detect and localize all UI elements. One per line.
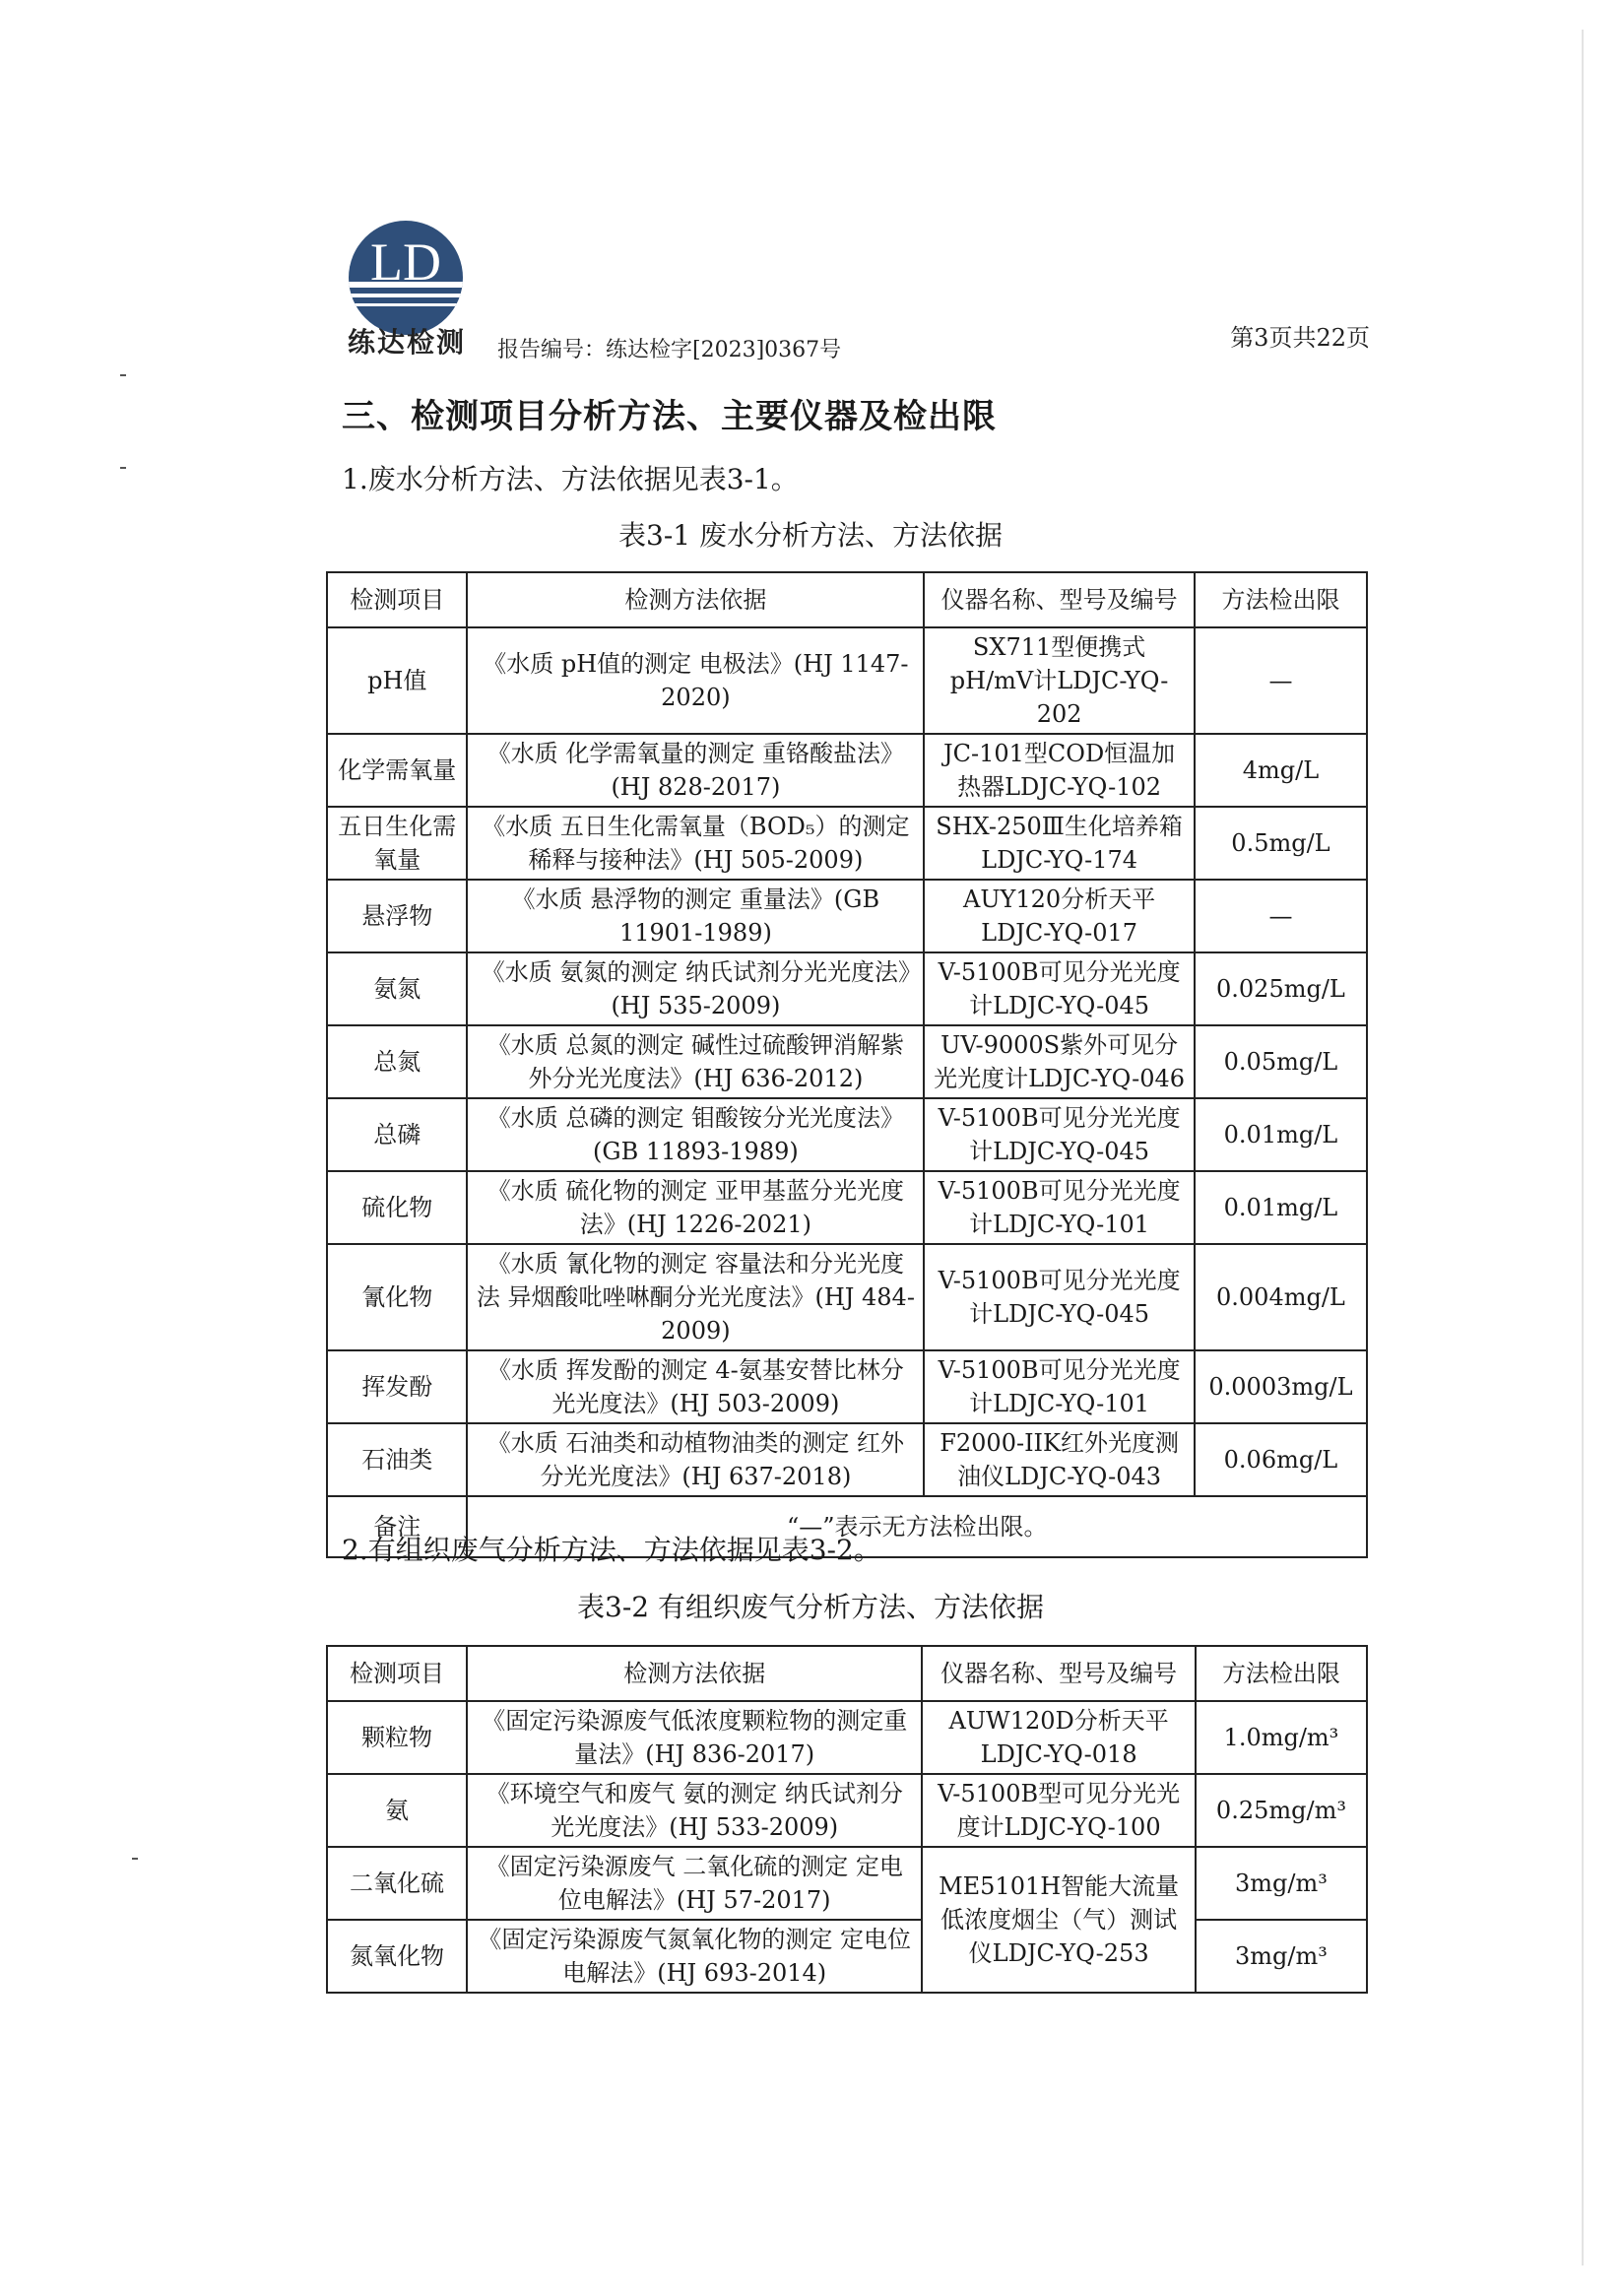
cell-limit: —	[1195, 880, 1367, 952]
header-limit: 方法检出限	[1196, 1646, 1367, 1701]
cell-limit: 0.01mg/L	[1195, 1098, 1367, 1171]
table-row	[327, 807, 1367, 880]
table-row	[327, 880, 1367, 952]
cell-instrument: AUY120分析天平LDJC-YQ-017	[924, 880, 1195, 952]
scan-mark	[120, 467, 126, 469]
table-row	[327, 1244, 1367, 1350]
cell-method: 《水质 氰化物的测定 容量法和分光光度法 异烟酸吡唑啉酮分光光度法》(HJ 484-2009)	[467, 1244, 924, 1350]
header-instrument: 仪器名称、型号及编号	[924, 572, 1195, 627]
cell-method: 《固定污染源废气 二氧化硫的测定 定电位电解法》(HJ 57-2017)	[467, 1847, 922, 1920]
cell-method: 《水质 石油类和动植物油类的测定 红外分光光度法》(HJ 637-2018)	[467, 1423, 924, 1496]
table-3-2-caption: 表3-2 有组织废气分析方法、方法依据	[577, 1591, 1044, 1623]
scan-mark	[132, 1858, 138, 1860]
table-row	[327, 627, 1367, 734]
cell-limit: 3mg/m³	[1196, 1847, 1367, 1920]
cell-instrument: SHX-250Ⅲ生化培养箱LDJC-YQ-174	[924, 807, 1195, 880]
page-number: 第3页共22页	[1230, 324, 1370, 352]
cell-limit: 0.025mg/L	[1195, 952, 1367, 1025]
cell-method: 《水质 总磷的测定 钼酸铵分光光度法》(GB 11893-1989)	[467, 1098, 924, 1171]
cell-limit: 0.05mg/L	[1195, 1025, 1367, 1098]
cell-method: 《环境空气和废气 氨的测定 纳氏试剂分光光度法》(HJ 533-2009)	[467, 1774, 922, 1847]
header-item: 检测项目	[327, 1646, 467, 1701]
cell-method: 《水质 氨氮的测定 纳氏试剂分光光度法》(HJ 535-2009)	[467, 952, 924, 1025]
cell-item: pH值	[327, 627, 467, 734]
cell-instrument: UV-9000S紫外可见分光光度计LDJC-YQ-046	[924, 1025, 1195, 1098]
header-method: 检测方法依据	[467, 572, 924, 627]
cell-item: 总氮	[327, 1025, 467, 1098]
scan-edge	[1582, 30, 1584, 2265]
cell-instrument: V-5100B型可见分光光度计LDJC-YQ-100	[922, 1774, 1196, 1847]
table-row	[327, 1920, 1367, 1993]
table-row	[327, 1098, 1367, 1171]
logo-text: LD	[370, 232, 441, 292]
cell-instrument: V-5100B可见分光光度计LDJC-YQ-045	[924, 1098, 1195, 1171]
wastewater-intro: 1.废水分析方法、方法依据见表3-1。	[342, 463, 799, 495]
note-text: “—”表示无方法检出限。	[467, 1496, 1367, 1557]
cell-instrument: AUW120D分析天平LDJC-YQ-018	[922, 1701, 1196, 1774]
cell-instrument: SX711型便携式pH/mV计LDJC-YQ-202	[924, 627, 1195, 734]
cell-item: 氨	[327, 1774, 467, 1847]
report-number: 报告编号：练达检字[2023]0367号	[497, 338, 842, 362]
wastewater-method-table	[326, 571, 1368, 1558]
cell-limit: 0.5mg/L	[1195, 807, 1367, 880]
header-instrument: 仪器名称、型号及编号	[922, 1646, 1196, 1701]
cell-instrument: ME5101H智能大流量低浓度烟尘（气）测试仪LDJC-YQ-253	[922, 1847, 1196, 1993]
cell-instrument: V-5100B可见分光光度计LDJC-YQ-101	[924, 1171, 1195, 1244]
scan-mark	[120, 374, 126, 376]
cell-instrument: JC-101型COD恒温加热器LDJC-YQ-102	[924, 734, 1195, 807]
cell-instrument: V-5100B可见分光光度计LDJC-YQ-045	[924, 952, 1195, 1025]
cell-item: 硫化物	[327, 1171, 467, 1244]
table-header-row	[327, 572, 1367, 627]
exhaust-intro: 2.有组织废气分析方法、方法依据见表3-2。	[342, 1534, 881, 1566]
wastewater-table-body	[327, 627, 1367, 1496]
logo-subtitle: 练达检测	[347, 326, 466, 359]
cell-limit: 0.004mg/L	[1195, 1244, 1367, 1350]
cell-method: 《水质 总氮的测定 碱性过硫酸钾消解紫外分光光度法》(HJ 636-2012)	[467, 1025, 924, 1098]
cell-item: 五日生化需氧量	[327, 807, 467, 880]
cell-method: 《水质 挥发酚的测定 4-氨基安替比林分光光度法》(HJ 503-2009)	[467, 1350, 924, 1423]
exhaust-method-table	[326, 1645, 1368, 1994]
cell-limit: 4mg/L	[1195, 734, 1367, 807]
cell-item: 化学需氧量	[327, 734, 467, 807]
header-method: 检测方法依据	[467, 1646, 922, 1701]
table-row	[327, 1847, 1367, 1920]
cell-limit: 0.06mg/L	[1195, 1423, 1367, 1496]
table-row	[327, 1025, 1367, 1098]
table-row	[327, 1701, 1367, 1774]
cell-method: 《固定污染源废气氮氧化物的测定 定电位电解法》(HJ 693-2014)	[467, 1920, 922, 1993]
cell-item: 氮氧化物	[327, 1920, 467, 1993]
table-row	[327, 1350, 1367, 1423]
cell-method: 《水质 化学需氧量的测定 重铬酸盐法》(HJ 828-2017)	[467, 734, 924, 807]
cell-limit: 1.0mg/m³	[1196, 1701, 1367, 1774]
table-header-row	[327, 1646, 1367, 1701]
cell-item: 挥发酚	[327, 1350, 467, 1423]
note-label: 备注	[327, 1496, 467, 1557]
table-row	[327, 1423, 1367, 1496]
section-title: 三、检测项目分析方法、主要仪器及检出限	[342, 397, 997, 436]
cell-instrument: F2000-IIK红外光度测油仪LDJC-YQ-043	[924, 1423, 1195, 1496]
cell-method: 《水质 悬浮物的测定 重量法》(GB 11901-1989)	[467, 880, 924, 952]
cell-limit: —	[1195, 627, 1367, 734]
header-limit: 方法检出限	[1195, 572, 1367, 627]
table-row	[327, 734, 1367, 807]
exhaust-table-body	[327, 1701, 1367, 1993]
cell-item: 悬浮物	[327, 880, 467, 952]
table-row	[327, 952, 1367, 1025]
cell-instrument: V-5100B可见分光光度计LDJC-YQ-045	[924, 1244, 1195, 1350]
cell-limit: 0.01mg/L	[1195, 1171, 1367, 1244]
cell-instrument: V-5100B可见分光光度计LDJC-YQ-101	[924, 1350, 1195, 1423]
table-row	[327, 1171, 1367, 1244]
table-3-1-caption: 表3-1 废水分析方法、方法依据	[618, 519, 1003, 552]
cell-item: 总磷	[327, 1098, 467, 1171]
cell-method: 《水质 五日生化需氧量（BOD₅）的测定 稀释与接种法》(HJ 505-2009)	[467, 807, 924, 880]
cell-item: 氰化物	[327, 1244, 467, 1350]
cell-limit: 0.0003mg/L	[1195, 1350, 1367, 1423]
cell-item: 颗粒物	[327, 1701, 467, 1774]
cell-method: 《水质 硫化物的测定 亚甲基蓝分光光度法》(HJ 1226-2021)	[467, 1171, 924, 1244]
cell-limit: 0.25mg/m³	[1196, 1774, 1367, 1847]
cell-limit: 3mg/m³	[1196, 1920, 1367, 1993]
cell-item: 石油类	[327, 1423, 467, 1496]
cell-item: 二氧化硫	[327, 1847, 467, 1920]
header-item: 检测项目	[327, 572, 467, 627]
cell-method: 《固定污染源废气低浓度颗粒物的测定重量法》(HJ 836-2017)	[467, 1701, 922, 1774]
cell-item: 氨氮	[327, 952, 467, 1025]
table-row	[327, 1774, 1367, 1847]
cell-method: 《水质 pH值的测定 电极法》(HJ 1147-2020)	[467, 627, 924, 734]
